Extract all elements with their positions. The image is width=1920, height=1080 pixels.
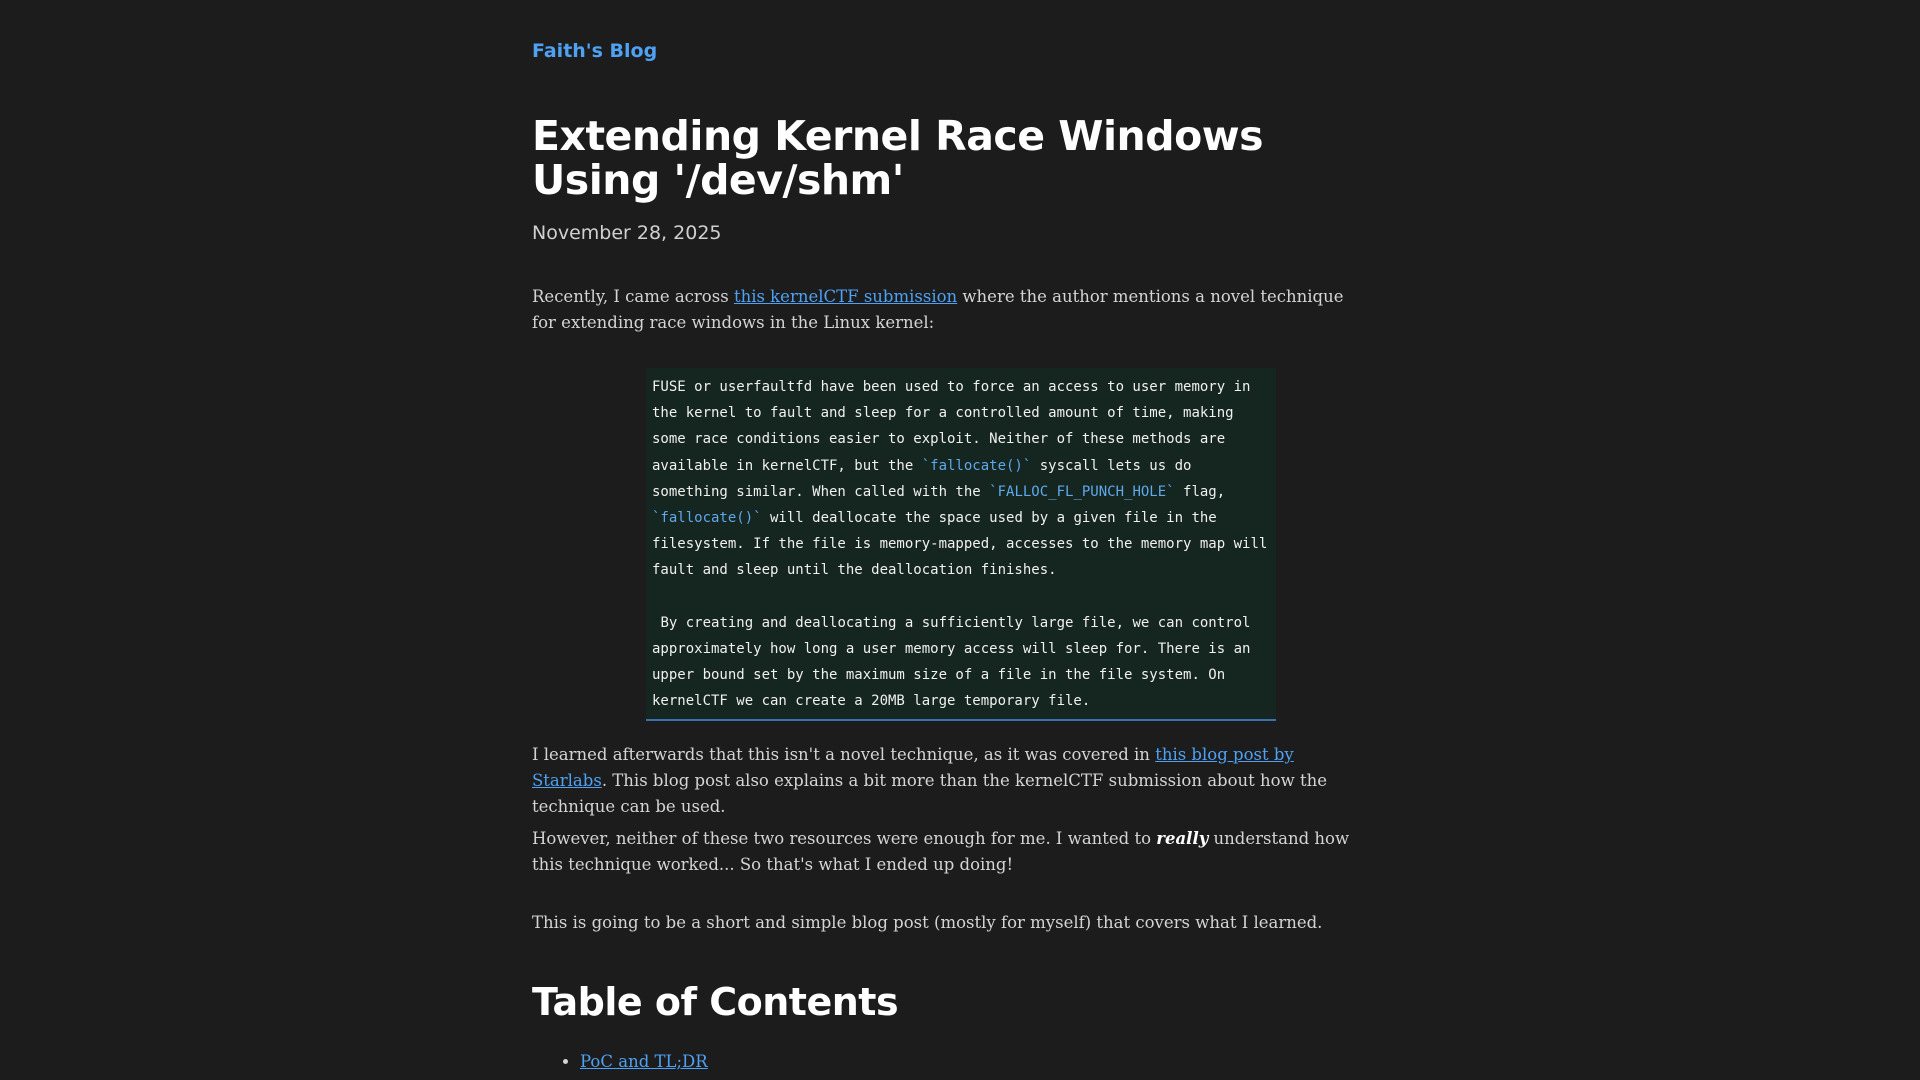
post-title: Extending Kernel Race Windows Using '/dev/shm' xyxy=(532,112,1264,204)
toc-link-poc[interactable]: PoC and TL;DR xyxy=(580,1052,708,1071)
emphasis: really xyxy=(1156,829,1209,848)
text: flag, xyxy=(1183,483,1226,500)
text: . This blog post also explains a bit more than the kernelCTF submission about how the technique can be used. xyxy=(532,771,1327,816)
paragraph-starlabs xyxy=(532,742,1362,820)
text: However, neither of these two resources were enough for me. I wanted to xyxy=(532,829,1157,848)
text: where the author mentions a novel technique for extending race windows in the Linux kernel: xyxy=(532,287,1344,332)
paragraph-intro xyxy=(532,284,1362,336)
post-date: November 28, 2025 xyxy=(532,222,722,244)
text: understand how this technique worked... So that's what I ended up doing! xyxy=(532,829,1350,874)
text: FUSE or userfaultfd have been used to force an access to user memory in the kernel to fault and sleep for a controlled amount of time, making some race conditions easier to exploit. Neither of these methods are available in kernelCTF, but the xyxy=(652,379,1259,474)
site-title-link[interactable]: Faith's Blog xyxy=(532,40,658,62)
quote-block xyxy=(646,368,1276,721)
toc-item xyxy=(580,1052,708,1071)
paragraph-motivation xyxy=(532,826,1362,878)
text: will deallocate the space used by a given file in the filesystem. If the file is memory-mapped, accesses to the memory map will fault and sleep until the deallocation finishes. By creating and deallocating a sufficiently large file, we can control approximately how long a user memory access will sleep for. There is an upper bound set by the maximum size of a file in the file system. On kernelCTF we can create a 20MB large temporary file. xyxy=(652,510,1268,710)
starlabs-blog-link[interactable]: this blog post by Starlabs xyxy=(532,745,1294,790)
toc-list xyxy=(532,1052,708,1071)
text: syscall lets us do something similar. When called with the xyxy=(652,457,1200,500)
text: Recently, I came across xyxy=(532,287,734,306)
paragraph-summary: This is going to be a short and simple blog post (mostly for myself) that covers what I learned. xyxy=(532,913,1323,932)
inline-code: `FALLOC_FL_PUNCH_HOLE` xyxy=(989,483,1175,500)
inline-code: `fallocate()` xyxy=(921,457,1032,474)
inline-code: `fallocate()` xyxy=(652,510,762,527)
toc-heading: Table of Contents xyxy=(532,980,899,1024)
text: I learned afterwards that this isn't a novel technique, as it was covered in xyxy=(532,745,1156,764)
kernelctf-submission-link[interactable]: this kernelCTF submission xyxy=(733,287,958,306)
